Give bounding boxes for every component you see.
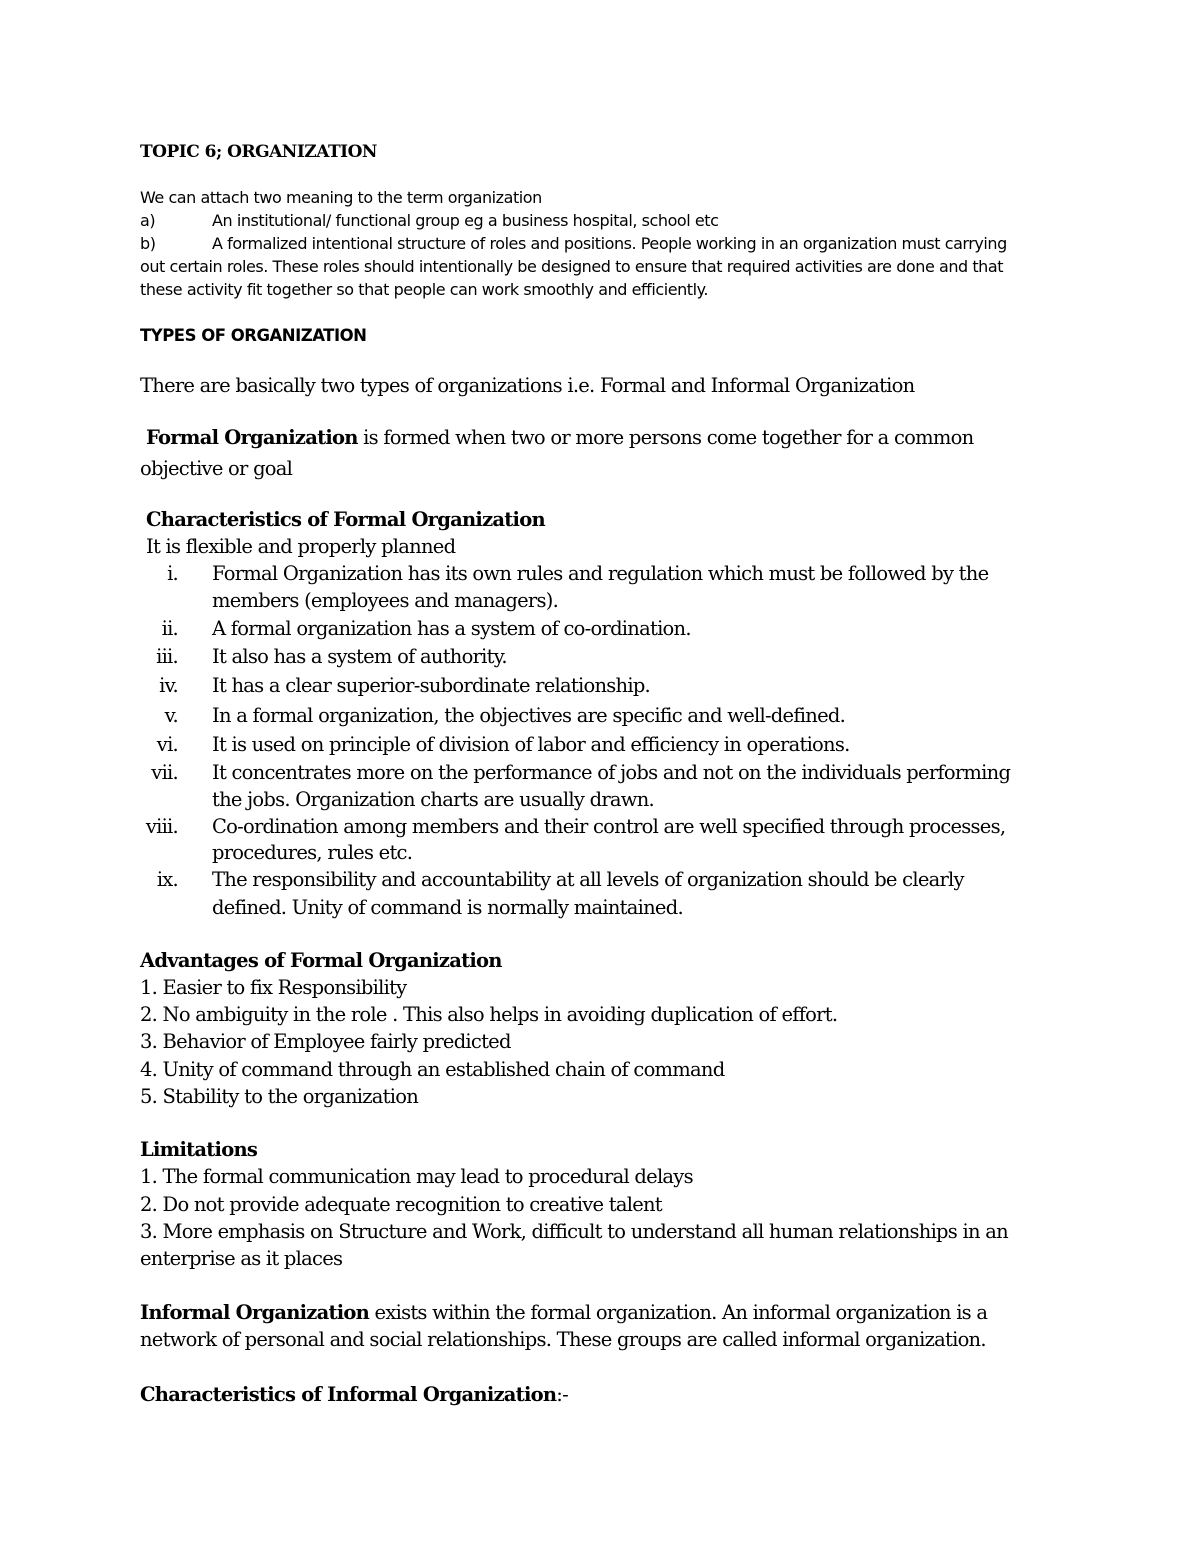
list-item: Formal Organization has its own rules and regulation which must be followed by the	[212, 562, 989, 585]
list-item: 2. Do not provide adequate recognition to creative talent	[140, 1193, 662, 1216]
intro-item-b-line1: A formalized intentional structure of roles and positions. People working in an organization must carrying	[212, 234, 1007, 253]
formal-characteristics-heading: Characteristics of Formal Organization	[146, 508, 545, 531]
list-item: 4. Unity of command through an established chain of command	[140, 1058, 725, 1081]
list-item: 1. Easier to fix Responsibility	[140, 976, 407, 999]
list-item-continued: enterprise as it places	[140, 1247, 343, 1270]
list-item: It has a clear superior-subordinate relationship.	[212, 674, 651, 697]
list-number: iii.	[156, 645, 178, 668]
list-item: 5. Stability to the organization	[140, 1085, 419, 1108]
informal-term: Informal Organization	[140, 1301, 370, 1324]
list-number: i.	[167, 562, 178, 585]
intro-item-a: An institutional/ functional group eg a business hospital, school etc	[212, 211, 719, 230]
informal-characteristics-suffix: :-	[556, 1383, 568, 1406]
list-item: It concentrates more on the performance of jobs and not on the individuals performing	[212, 761, 1011, 784]
list-number: vi.	[156, 733, 178, 756]
list-number: iv.	[159, 674, 178, 697]
list-item-continued: members (employees and managers).	[212, 589, 559, 612]
list-item: Co-ordination among members and their control are well specified through processes,	[212, 815, 1006, 838]
list-item: 3. More emphasis on Structure and Work, difficult to understand all human relationships in an	[140, 1220, 1008, 1243]
list-item: 1. The formal communication may lead to procedural delays	[140, 1165, 693, 1188]
intro-item-b-line3: these activity fit together so that people can work smoothly and efficiently.	[140, 280, 708, 299]
list-item: It is used on principle of division of labor and efficiency in operations.	[212, 733, 850, 756]
intro-marker-b: b)	[140, 234, 156, 253]
intro-line: We can attach two meaning to the term organization	[140, 188, 542, 207]
list-item: 3. Behavior of Employee fairly predicted	[140, 1030, 511, 1053]
limitations-heading: Limitations	[140, 1138, 258, 1161]
list-number: ix.	[156, 868, 178, 891]
list-item-continued: defined. Unity of command is normally maintained.	[212, 896, 683, 919]
informal-definition-rest: exists within the formal organization. An informal organization is a	[369, 1301, 988, 1324]
list-number: vii.	[151, 761, 178, 784]
list-number: viii.	[145, 815, 178, 838]
list-item: The responsibility and accountability at all levels of organization should be clearly	[212, 868, 964, 891]
types-text: There are basically two types of organizations i.e. Formal and Informal Organization	[140, 374, 915, 397]
advantages-heading: Advantages of Formal Organization	[140, 949, 502, 972]
informal-characteristics-heading: Characteristics of Informal Organization	[140, 1383, 557, 1406]
types-heading: TYPES OF ORGANIZATION	[140, 326, 367, 345]
list-item: In a formal organization, the objectives are specific and well-defined.	[212, 704, 846, 727]
intro-marker-a: a)	[140, 211, 156, 230]
topic-title: TOPIC 6; ORGANIZATION	[140, 142, 377, 162]
list-number: ii.	[161, 617, 178, 640]
list-item: A formal organization has a system of co-ordination.	[212, 617, 691, 640]
formal-definition-line1	[146, 426, 973, 449]
formal-definition-rest: is formed when two or more persons come together for a common	[357, 426, 974, 449]
list-item: It also has a system of authority.	[212, 645, 507, 668]
intro-item-b-line2: out certain roles. These roles should intentionally be designed to ensure that required activities are done and that	[140, 257, 1004, 276]
formal-definition-line2: objective or goal	[140, 457, 293, 480]
list-item: 2. No ambiguity in the role . This also helps in avoiding duplication of effort.	[140, 1003, 838, 1026]
informal-definition-line2: network of personal and social relationships. These groups are called informal organization.	[140, 1328, 986, 1351]
informal-definition-line1	[140, 1301, 987, 1324]
informal-characteristics-heading-line	[140, 1383, 568, 1406]
list-item-continued: the jobs. Organization charts are usually drawn.	[212, 788, 654, 811]
list-number: v.	[164, 704, 178, 727]
list-item-continued: procedures, rules etc.	[212, 841, 413, 864]
formal-term: Formal Organization	[146, 426, 358, 449]
formal-characteristics-lead: It is flexible and properly planned	[146, 535, 456, 558]
